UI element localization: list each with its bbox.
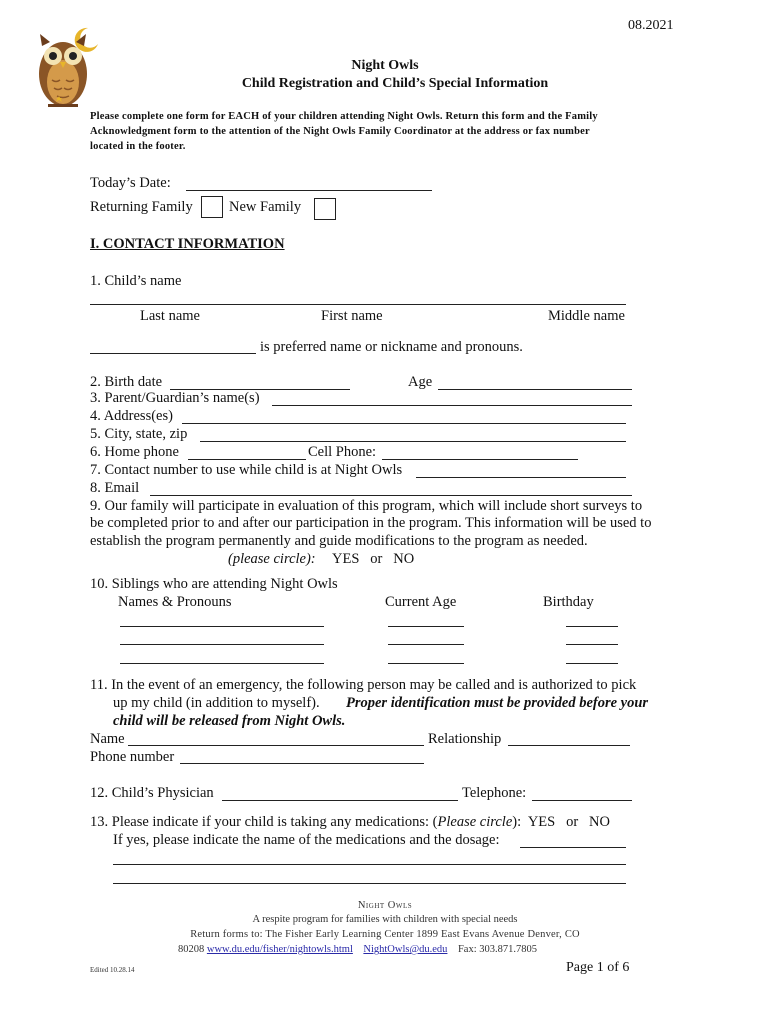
q11-line-2b: Proper identification must be provided before your — [346, 695, 649, 711]
form-subtitle: Child Registration and Child’s Special Information — [241, 76, 549, 91]
q9-please-circle: (please circle): — [228, 551, 316, 567]
form-title: Night Owls — [351, 58, 419, 73]
cell-phone-label: Cell Phone: — [308, 444, 377, 460]
emergency-name-label: Name — [90, 731, 125, 747]
contact-number-field[interactable] — [416, 477, 626, 478]
q8-email-label: 8. Email — [90, 480, 140, 496]
first-name-caption: First name — [321, 308, 383, 324]
footer-website-link[interactable]: www.du.edu/fisher/nightowls.html — [206, 944, 353, 955]
new-family-label: New Family — [229, 199, 302, 215]
q2-birth-date-label: 2. Birth date — [90, 374, 163, 390]
instructions-line-2: Acknowledgment form to the attention of the Night Owls Family Coordinator at the address or fax number — [90, 126, 590, 137]
sibling-2-age-field[interactable] — [388, 644, 464, 645]
footer-zip: 80208 — [178, 944, 205, 955]
sibling-1-birthday-field[interactable] — [566, 626, 618, 627]
sibling-2-name-field[interactable] — [120, 644, 324, 645]
page-number: Page 1 of 6 — [566, 960, 630, 975]
home-phone-field[interactable] — [188, 459, 306, 460]
siblings-age-header: Current Age — [385, 594, 457, 610]
sibling-3-age-field[interactable] — [388, 663, 464, 664]
childs-name-field[interactable] — [90, 304, 626, 305]
q3-parent-label: 3. Parent/Guardian’s name(s) — [90, 390, 260, 406]
q6-home-phone-label: 6. Home phone — [90, 444, 179, 460]
form-date-code: 08.2021 — [628, 18, 674, 33]
todays-date-label: Today’s Date: — [90, 175, 171, 191]
city-state-zip-field[interactable] — [200, 441, 626, 442]
q13-line-2: If yes, please indicate the name of the medications and the dosage: — [113, 832, 500, 848]
q10-siblings-label: 10. Siblings who are attending Night Owls — [90, 576, 338, 592]
q13-line-1-text: 13. Please indicate if your child is taking any medications: ( — [90, 814, 438, 830]
relationship-label: Relationship — [428, 731, 502, 747]
sibling-1-age-field[interactable] — [388, 626, 464, 627]
instructions-line-3: located in the footer. — [90, 141, 186, 152]
physician-telephone-field[interactable] — [532, 800, 632, 801]
q9-line-2: be completed prior to and after our participation in the program. This information will be used to — [90, 515, 652, 531]
address-field[interactable] — [182, 423, 626, 424]
q12-physician-label: 12. Child’s Physician — [90, 785, 214, 801]
siblings-birthday-header: Birthday — [543, 594, 594, 610]
emergency-name-field[interactable] — [128, 745, 424, 746]
sibling-3-name-field[interactable] — [120, 663, 324, 664]
instructions-line-1: Please complete one form for EACH of your children attending Night Owls. Return this form and the Family — [90, 111, 598, 122]
todays-date-field[interactable] — [186, 190, 432, 191]
preferred-name-text: is preferred name or nickname and pronouns. — [260, 339, 523, 355]
q9-yes-no-options[interactable]: YES or NO — [332, 551, 415, 567]
sibling-1-name-field[interactable] — [120, 626, 324, 627]
footer-tagline: A respite program for families with children with special needs — [252, 914, 518, 925]
parent-name-field[interactable] — [272, 405, 632, 406]
q13-please-circle: Please circle — [437, 814, 513, 830]
emergency-phone-field[interactable] — [180, 763, 424, 764]
emergency-phone-label: Phone number — [90, 749, 175, 765]
returning-family-checkbox[interactable] — [201, 196, 223, 218]
footer-edited-date: Edited 10.28.14 — [90, 966, 135, 974]
q13-line-1 — [90, 814, 610, 831]
age-label: Age — [408, 374, 433, 390]
returning-family-label: Returning Family — [90, 199, 193, 215]
footer-email-link[interactable]: NightOwls@du.edu — [363, 944, 448, 955]
siblings-names-header: Names & Pronouns — [118, 594, 232, 610]
medications-field[interactable] — [520, 847, 626, 848]
sibling-3-birthday-field[interactable] — [566, 663, 618, 664]
q5-city-label: 5. City, state, zip — [90, 426, 188, 442]
new-family-checkbox[interactable] — [314, 198, 336, 220]
footer-contact-line — [178, 944, 537, 955]
cell-phone-field[interactable] — [382, 459, 578, 460]
preferred-name-field[interactable] — [90, 353, 256, 354]
relationship-field[interactable] — [508, 745, 630, 746]
footer-program-name: Night Owls — [357, 900, 413, 911]
q1-childs-name-label: 1. Child’s name — [90, 273, 182, 289]
sibling-2-birthday-field[interactable] — [566, 644, 618, 645]
physician-telephone-label: Telephone: — [462, 785, 527, 801]
last-name-caption: Last name — [140, 308, 200, 324]
footer-fax: Fax: 303.871.7805 — [457, 944, 537, 955]
q11-line-3: child will be released from Night Owls. — [113, 713, 346, 729]
age-field[interactable] — [438, 389, 632, 390]
q11-line-2a: up my child (in addition to myself). — [113, 695, 320, 711]
q9-line-1: 9. Our family will participate in evaluation of this program, which will include short surveys to — [90, 498, 643, 514]
q9-line-3: establish the program permanently and guide modifications to the program as needed. — [90, 533, 588, 549]
q13-yes-no-options[interactable]: ): YES or NO — [512, 814, 610, 830]
medications-field-line-3[interactable] — [113, 883, 626, 884]
section-heading-contact: I. CONTACT INFORMATION — [90, 236, 285, 252]
physician-field[interactable] — [222, 800, 458, 801]
email-field[interactable] — [150, 495, 632, 496]
q11-line-1: 11. In the event of an emergency, the following person may be called and is authorized to pick — [90, 677, 637, 693]
middle-name-caption: Middle name — [548, 308, 625, 324]
medications-field-line-2[interactable] — [113, 864, 626, 865]
q4-address-label: 4. Address(es) — [90, 408, 173, 424]
footer-return-line: Return forms to: The Fisher Early Learning Center 1899 East Evans Avenue Denver, CO — [190, 929, 580, 940]
q7-contact-number-label: 7. Contact number to use while child is at Night Owls — [90, 462, 403, 478]
